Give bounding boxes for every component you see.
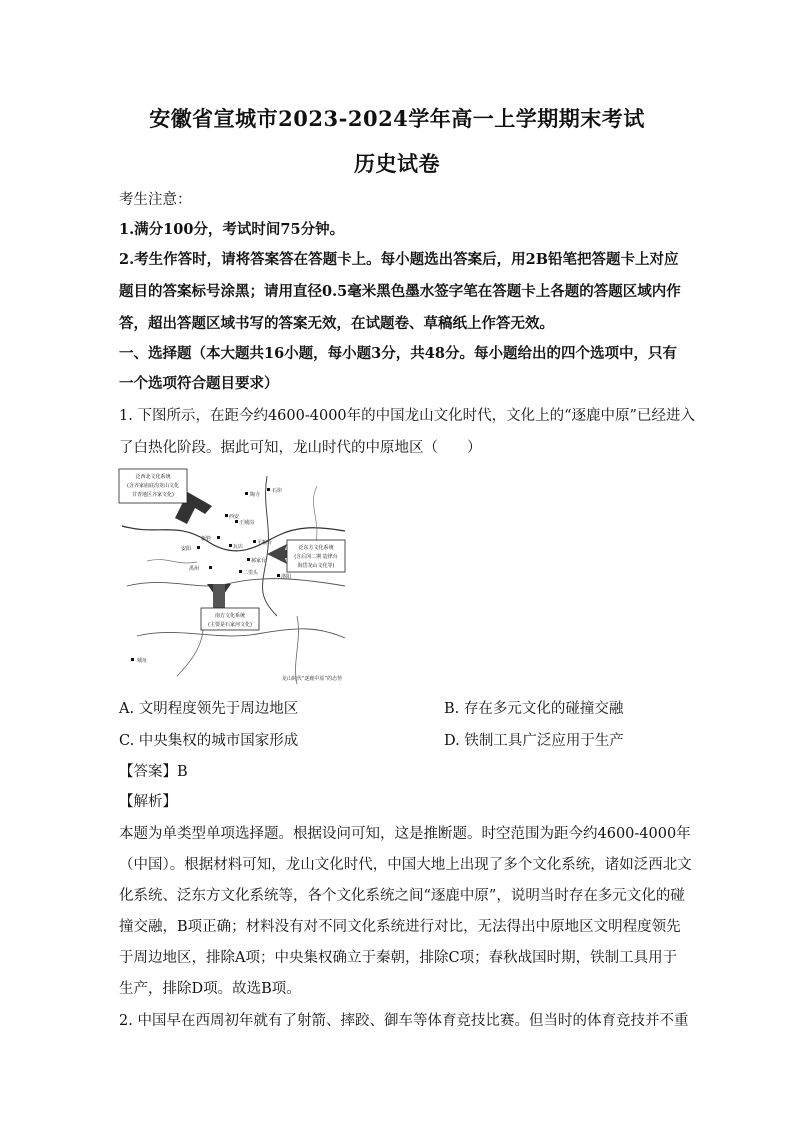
site-marker	[217, 536, 220, 539]
site-marker	[253, 540, 256, 543]
place-label: 禹州	[189, 566, 200, 572]
east-box-line: (含后冈二期 造律台	[294, 554, 338, 560]
notice-item-2-line2: 题目的答案标号涂黑；请用直径0.5毫米黑色墨水签字笔在答题卡上各题的答题区域内作	[119, 283, 681, 300]
river-line	[313, 486, 317, 546]
site-marker	[197, 546, 200, 549]
place-label: 二里头	[243, 570, 259, 576]
place-label: 西安	[229, 514, 240, 520]
place-label: 洛阳	[281, 574, 292, 580]
question-1-stem-line1: 1. 下图所示，在距今约4600-4000年的中国龙山文化时代，文化上的“逐鹿中原”已经进入	[119, 408, 695, 424]
site-marker	[225, 514, 228, 517]
place-label: 安阳	[181, 546, 192, 552]
section-heading-line1: 一、选择题（本大题共16小题，每小题3分，共48分。每小题给出的四个选项中，只有	[119, 345, 677, 362]
place-label: 石峁	[272, 488, 283, 494]
site-marker	[247, 558, 250, 561]
arrow-from-south-shaft	[213, 584, 225, 608]
place-label: 新砦	[201, 536, 212, 542]
notice-item-2-line3: 答，超出答题区域书写的答案无效，在试题卷、草稿纸上作答无效。	[119, 315, 554, 332]
option-b: B. 存在多元文化的碰撞交融	[444, 701, 624, 717]
place-label: 平粮台	[257, 540, 273, 546]
northwest-box-line: (含齐家庙底沟龙山文化	[127, 483, 179, 489]
east-box-line: 海岱龙山文化等)	[297, 563, 335, 569]
south-box-line: (主要是石家河文化)	[208, 622, 252, 628]
exam-title: 安徽省宣城市2023-2024学年高一上学期期末考试	[149, 106, 645, 131]
question-1-stem-line2: 了白热化阶段。据此可知，龙山时代的中原地区（ ）	[119, 440, 482, 456]
river-line	[177, 616, 203, 676]
analysis-line: （中国）。根据材料可知，龙山文化时代，中国大地上出现了多个文化系统，诸如泛西北文	[119, 857, 692, 873]
site-marker	[235, 520, 238, 523]
analysis-line: 化系统、泛东方文化系统等，各个文化系统之间“逐鹿中原”，说明当时存在多元文化的碰	[119, 888, 685, 904]
site-marker	[245, 492, 248, 495]
place-label: 郝家台	[251, 558, 267, 564]
option-a: A. 文明程度领先于周边地区	[119, 701, 299, 717]
analysis-line: 撞交融，B项正确；材料没有对不同文化系统进行对比，无法得出中原地区文明程度领先	[119, 919, 681, 935]
longshan-culture-map	[117, 466, 347, 688]
exam-subtitle: 历史试卷	[354, 151, 440, 176]
analysis-heading: 【解析】	[119, 794, 177, 810]
notice-item-2-line1: 2.考生作答时，请将答案答在答题卡上。每小题选出答案后，用2B铅笔把答题卡上对应	[119, 251, 679, 268]
site-marker	[267, 488, 270, 491]
notice-item-1: 1.满分100分，考试时间75分钟。	[119, 221, 345, 238]
site-marker	[229, 544, 232, 547]
analysis-line: 本题为单类型单项选择题。根据设问可知，这是推断题。时空范围为距今约4600-4000年	[119, 826, 691, 842]
river-line	[127, 579, 345, 586]
northwest-box-line: 泛西北文化系统	[135, 474, 171, 480]
legend-city-symbol	[131, 658, 134, 661]
place-label: 瓦店	[233, 544, 244, 550]
notice-heading: 考生注意：	[119, 192, 192, 208]
map-caption: 龙山时代“逐鹿中原”的态势	[281, 676, 342, 682]
river-line	[263, 476, 277, 616]
answer-label: 【答案】B	[119, 764, 188, 780]
river-line	[147, 560, 197, 563]
analysis-line: 于周边地区，排除A项；中央集权确立于秦朝，排除C项；春秋战国时期，铁制工具用于	[119, 950, 678, 966]
option-d: D. 铁制工具广泛应用于生产	[444, 733, 624, 749]
analysis-line: 生产，排除D项。故选B项。	[119, 981, 301, 997]
place-label: 王城岗	[239, 520, 255, 526]
option-c: C. 中央集权的城市国家形成	[119, 733, 299, 749]
site-marker	[209, 566, 212, 569]
section-heading-line2: 一个选项符合题目要求）	[119, 375, 279, 392]
east-box-line: 泛东方文化系统	[298, 545, 334, 551]
question-2-stem-line1: 2. 中国早在西周初年就有了射箭、摔跤、御车等体育竞技比赛。但当时的体育竞技并不重	[119, 1013, 689, 1029]
legend-label: 城址	[137, 658, 148, 664]
northwest-box-line: 甘青地区齐家文化)	[132, 492, 174, 498]
site-marker	[277, 574, 280, 577]
river-line	[296, 616, 299, 684]
site-marker	[239, 570, 242, 573]
place-label: 陶寺	[250, 492, 261, 498]
south-box-line: 南方文化系统	[214, 613, 246, 619]
